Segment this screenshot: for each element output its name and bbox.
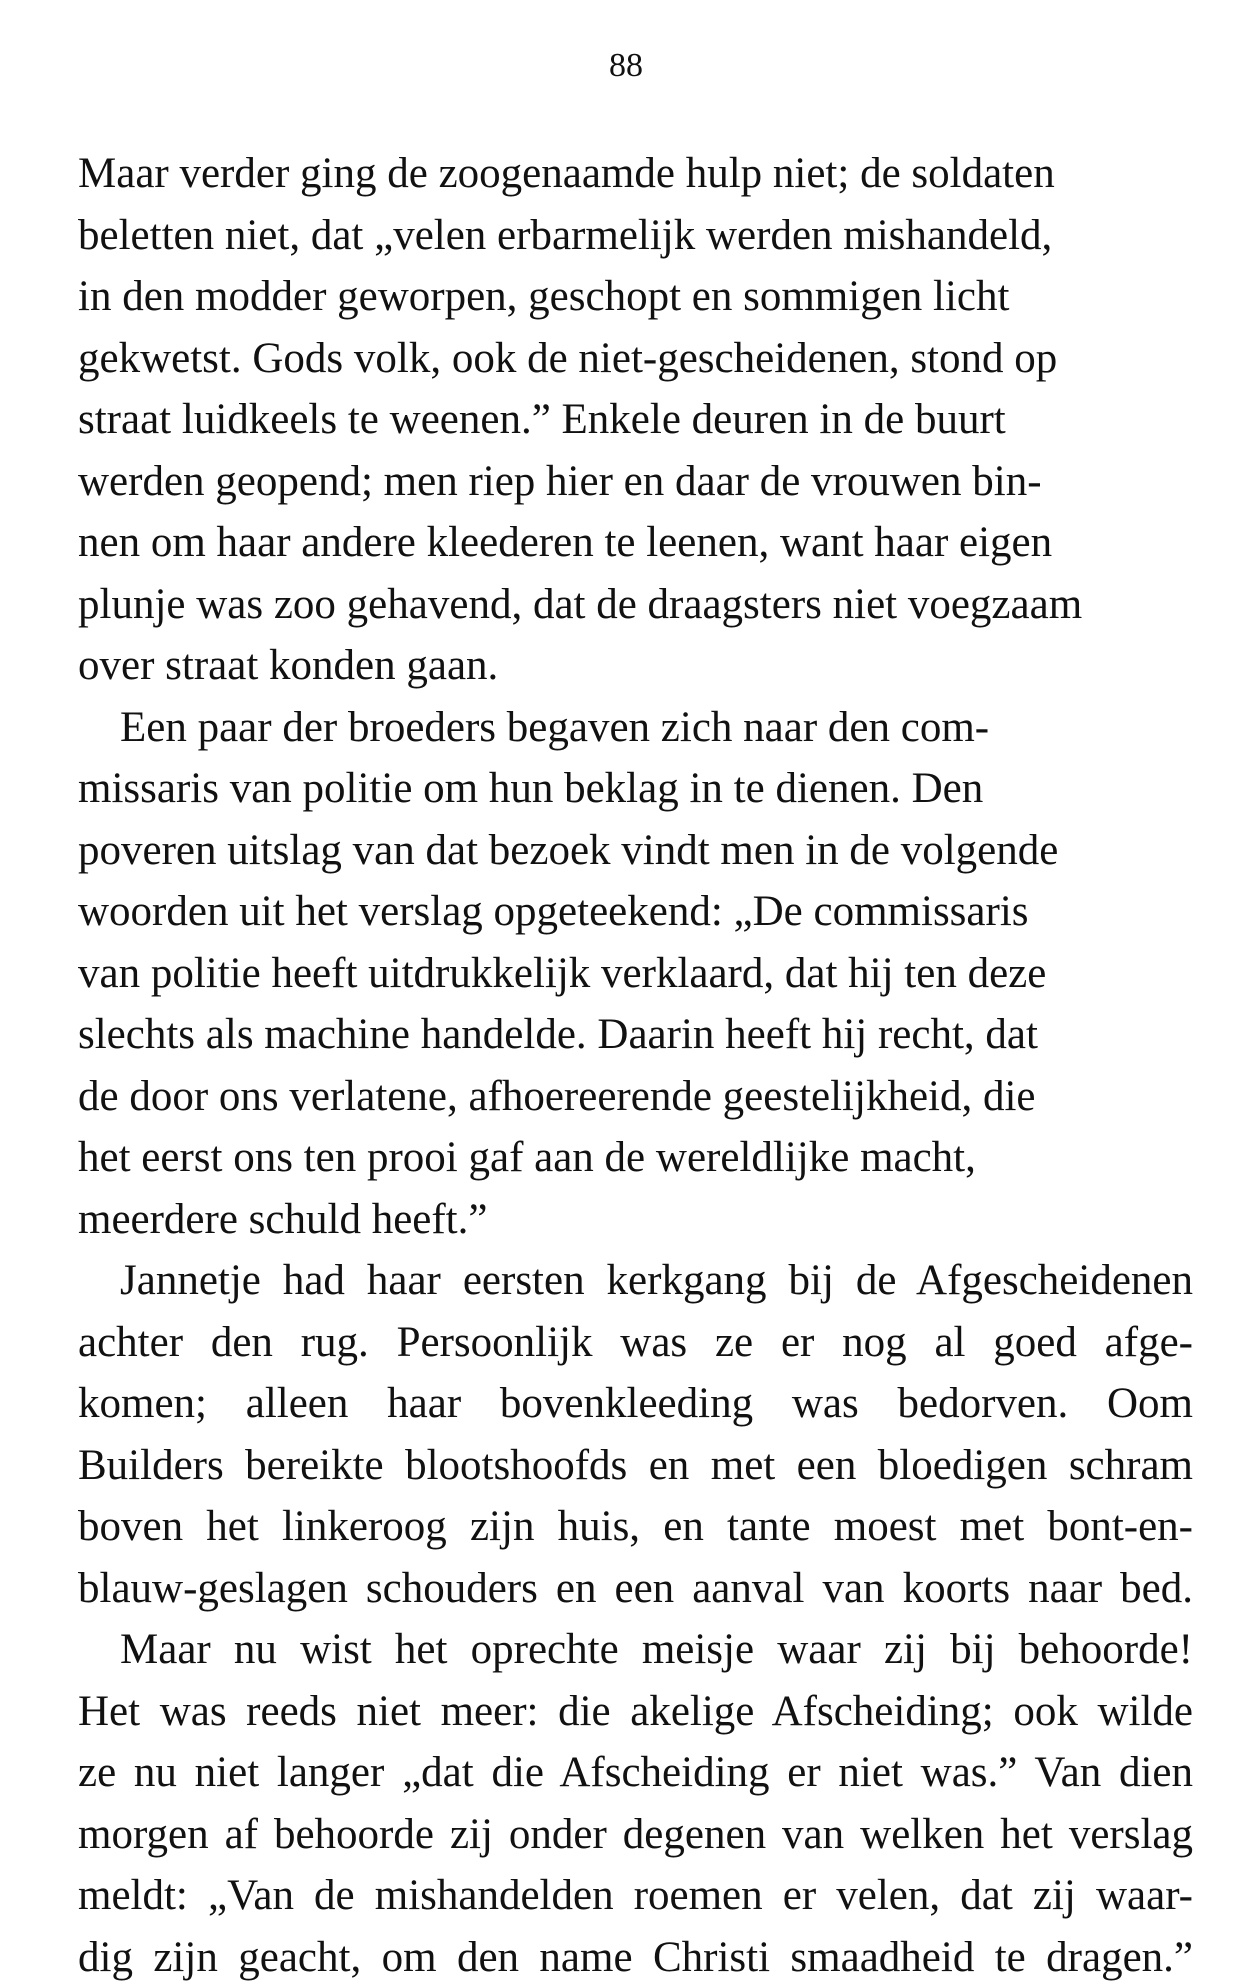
paragraph-1: Maar verder ging de zoogenaamde hulp niet; de soldaten beletten niet, dat „velen erbarmelijk werden mishandeld, in den modder geworpen, geschopt en sommigen licht gekwetst. Gods volk, ook de niet-gescheidenen, stond op straat luidkeels te weenen.” Enkele deuren in de buurt werden geopend; men riep hier en daar de vrouwen bin- nen om haar andere kleederen te leenen, want haar eigen plunje was zoo gehavend, dat de draagsters niet voegzaam over straat konden gaan. (78, 150, 1083, 689)
paragraph-3: Jannetje had haar eersten kerkgang bij de Afgescheidenen achter den rug. Persoonlijk was ze er nog al goed afge- komen; alleen haar bovenkleeding was bedorven. Oom Builders bereikte blootshoofds en met een bloedigen schram boven het linkeroog zijn huis, en tante moest met bont-en- blauw-geslagen schouders en een aanval van koorts naar bed. (78, 1257, 1193, 1612)
paragraph-4: Maar nu wist het oprechte meisje waar zij bij behoorde! Het was reeds niet meer: die akelige Afscheiding; ook wilde ze nu niet langer „dat die Afscheiding er niet was.” Van dien morgen af behoorde zij onder degenen van welken het verslag meldt: „Van de mishandelden roemen er velen, dat zij waar- dig zijn geacht, om den name Christi smaadheid te dragen.” (78, 1626, 1193, 1981)
paragraph-2: Een paar der broeders begaven zich naar den com- missaris van politie om hun beklag in te dienen. Den poveren uitslag van dat bezoek vindt men in de volgende woorden uit het verslag opgeteekend: „De commissaris van politie heeft uitdrukkelijk verklaard, dat hij ten deze slechts als machine handelde. Daarin heeft hij recht, dat de door ons verlatene, afhoereerende geestelijkheid, die het eerst ons ten prooi gaf aan de wereldlijke macht, meerdere schuld heeft.” (78, 703, 1059, 1243)
body-text (78, 143, 1193, 1988)
page-number: 88 (609, 47, 643, 84)
